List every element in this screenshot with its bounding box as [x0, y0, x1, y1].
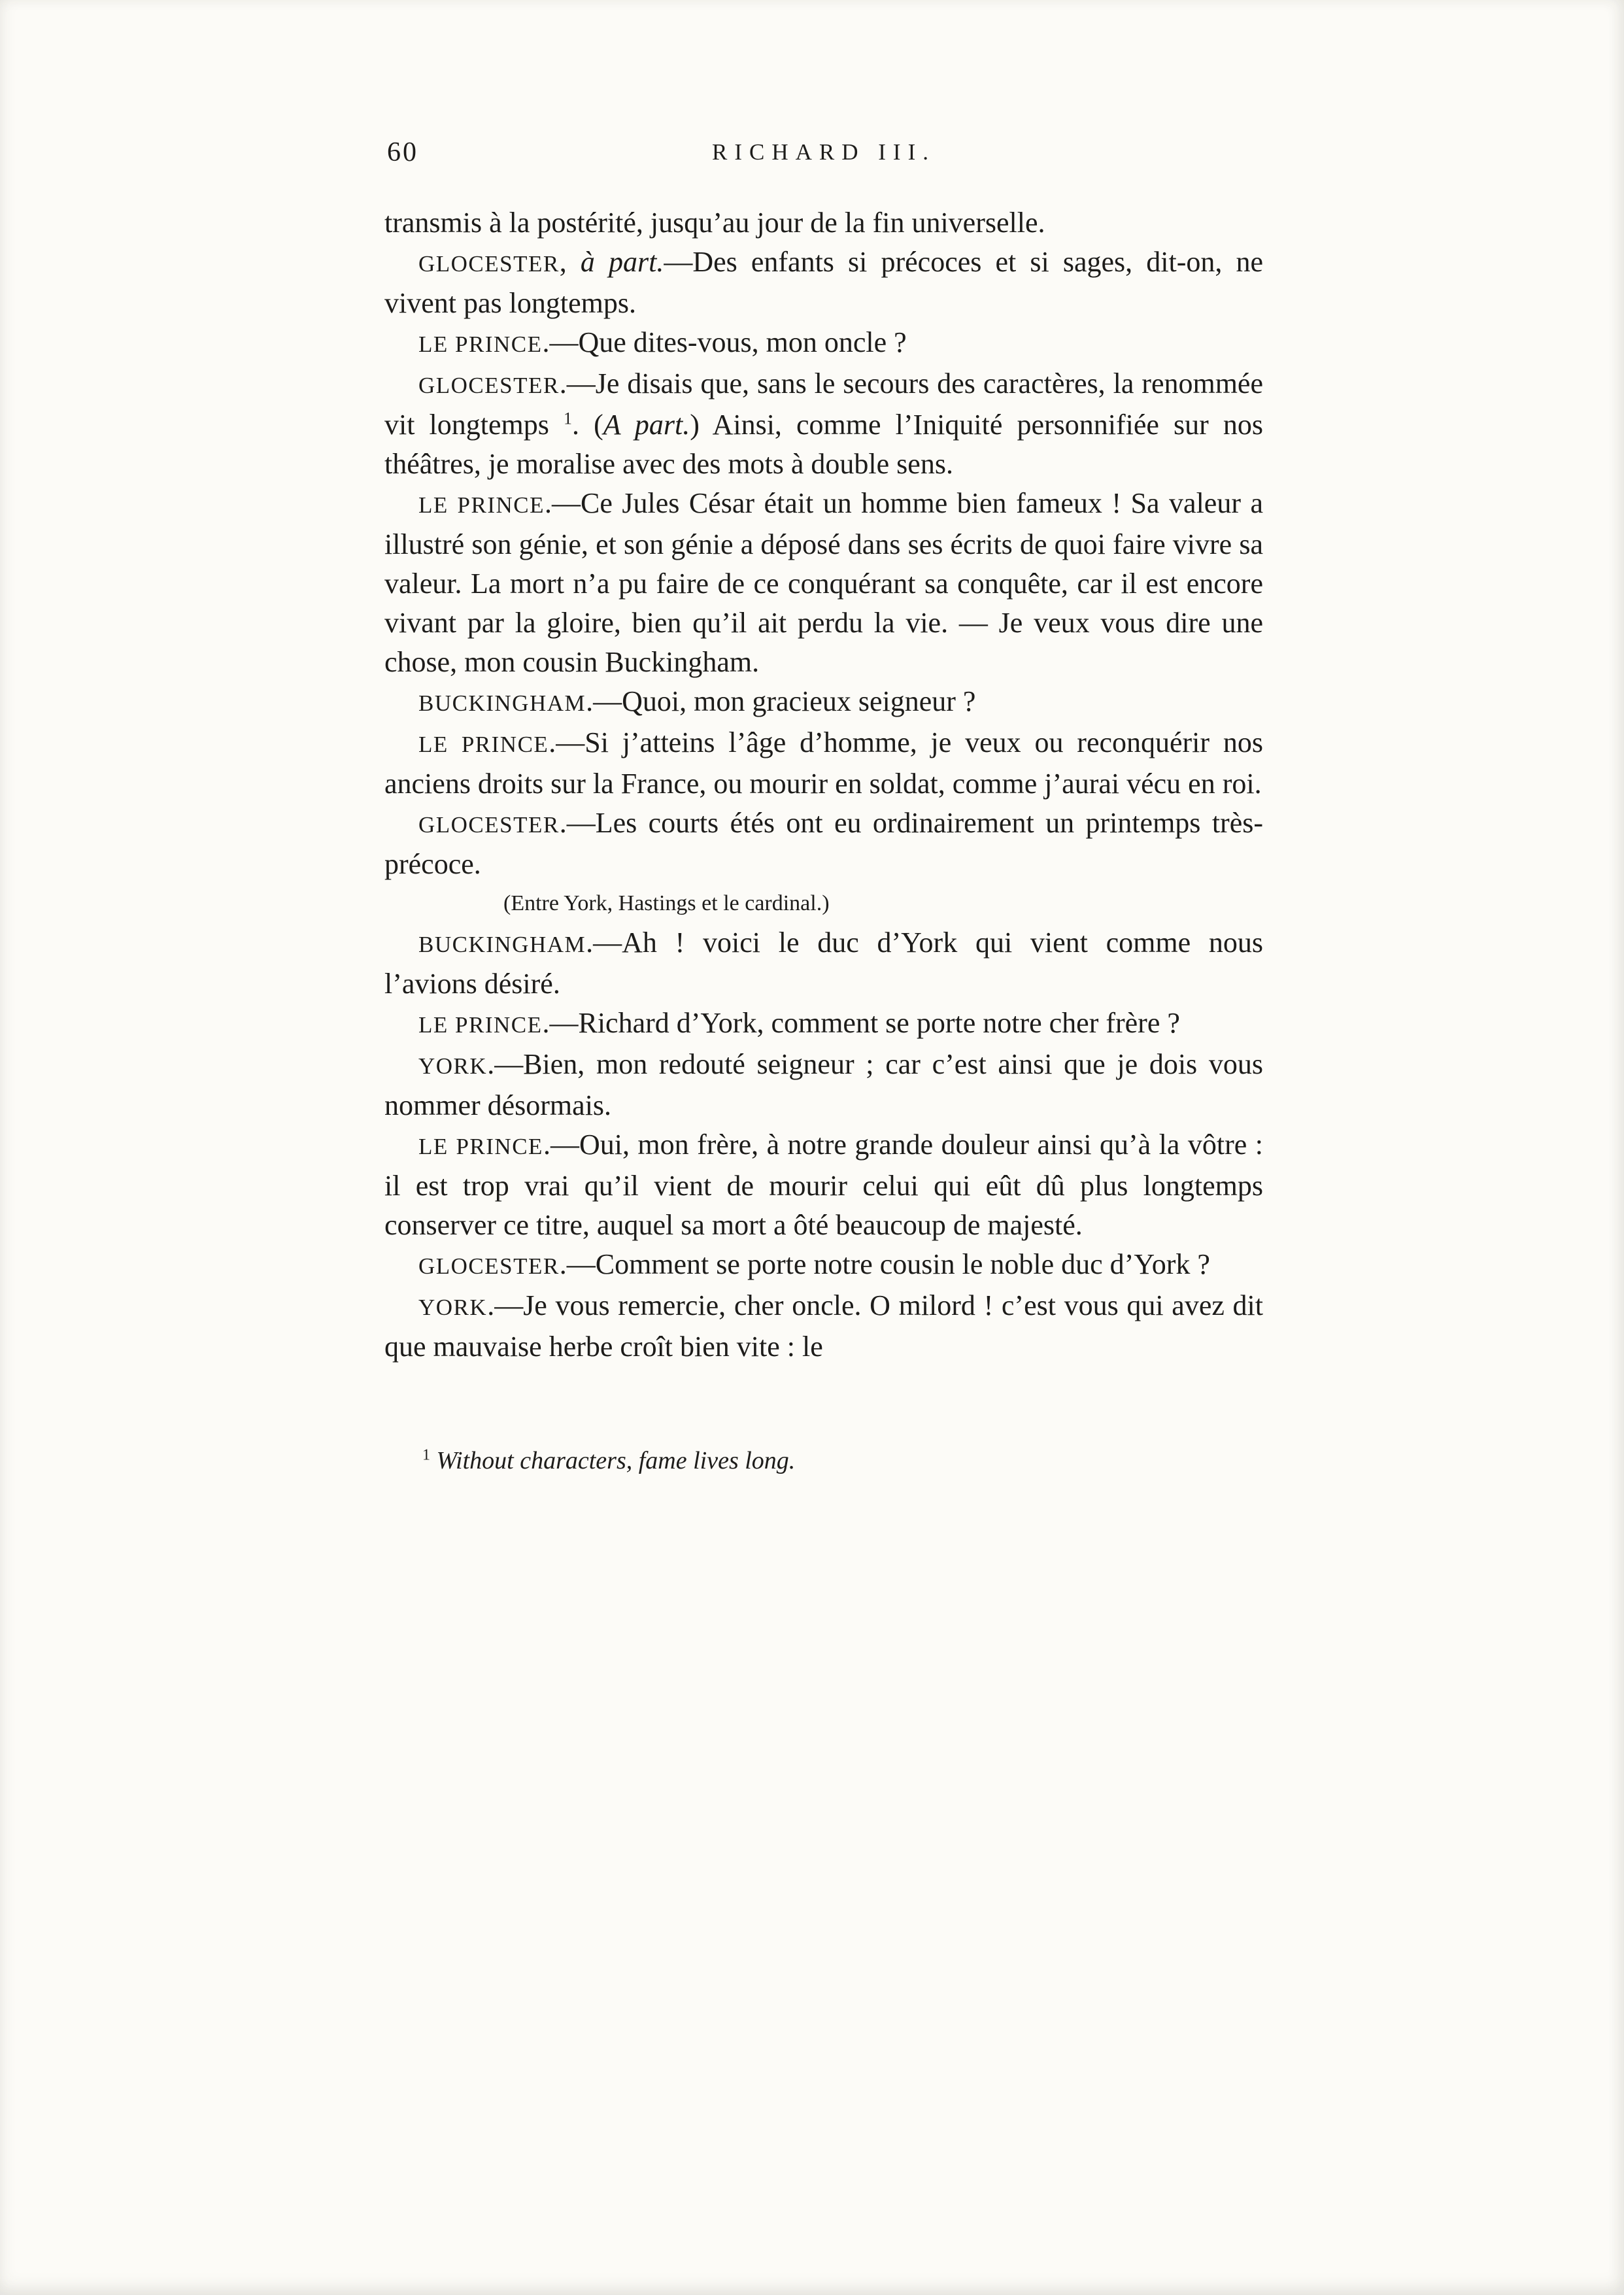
text-segment: —Des enfants si précoces et si sages, dit-on, ne vivent pas longtemps.: [384, 246, 1271, 319]
text-segment: .—Bien, mon redouté seigneur ; car c’est ainsi que je dois vous nommer désormais.: [384, 1048, 1270, 1121]
paragraph: [384, 804, 1263, 884]
text-segment: .—Comment se porte notre cousin le noble duc d’York ?: [559, 1248, 1210, 1280]
paragraph: [384, 682, 1263, 723]
speaker-name: YORK: [418, 1053, 488, 1079]
speaker-name: GLOCESTER: [418, 251, 560, 277]
speaker-name: LE PRINCE: [418, 732, 549, 757]
page-header: [384, 134, 1263, 172]
running-title: RICHARD III.: [712, 139, 936, 165]
paragraph: [384, 243, 1271, 323]
speaker-name: GLOCESTER: [418, 812, 560, 838]
text-segment: .—Quoi, mon gracieux seigneur ?: [586, 685, 976, 717]
text-segment: ,: [559, 246, 581, 278]
paragraph: [384, 203, 1263, 243]
text-segment: .—Oui, mon frère, à notre grande douleur ainsi qu’à la vôtre : il est trop vrai qu’il vient de mourir celui qui eût dû plus longtemps conserver ce titre, auquel sa mort a ôté beaucoup de majesté.: [384, 1129, 1270, 1241]
paragraph: [384, 323, 1263, 364]
speaker-name: GLOCESTER: [418, 373, 560, 398]
text-segment: .—Si j’atteins l’âge d’homme, je veux ou reconquérir nos anciens droits sur la France, ou mourir en soldat, comme j’aurai vécu en roi.: [384, 726, 1270, 800]
footnote-marker: 1: [422, 1446, 430, 1464]
speaker-name: LE PRINCE: [418, 492, 545, 518]
text-segment: .—Les courts étés ont eu ordinairement un printemps très-précoce.: [384, 807, 1263, 880]
paragraph: [384, 723, 1270, 804]
text-segment: .—Que dites-vous, mon oncle ?: [542, 326, 907, 358]
text-segment: A part.: [603, 409, 690, 441]
text-segment: .—Je disais que, sans le secours des caractères, la renommée vit longtemps: [384, 367, 1270, 441]
paragraph: [384, 1004, 1263, 1045]
speaker-name: BUCKINGHAM: [418, 932, 586, 957]
speaker-name: LE PRINCE: [418, 1134, 543, 1159]
paragraph: [384, 923, 1270, 1004]
paragraph: [384, 1045, 1270, 1125]
footnote-text: Without characters, fame lives long.: [430, 1447, 796, 1474]
stage-direction: [384, 884, 1263, 923]
text-segment: .—Ce Jules César était un homme bien fameux ! Sa valeur a illustré son génie, et son génie a déposé dans ses écrits de quoi faire vivre sa valeur. La mort n’a pu faire de ce conquérant sa conquête, car il est encore vivant par la gloire, bien qu’il ait perdu la vie. — Je veux vous dire une chose, mon cousin Buckingham.: [384, 487, 1271, 678]
speaker-name: GLOCESTER: [418, 1253, 560, 1279]
paragraph: [384, 1286, 1270, 1367]
page-content: [384, 134, 1271, 1478]
text-segment: transmis à la postérité, jusqu’au jour de la fin universelle.: [384, 207, 1045, 239]
paragraph: [384, 364, 1270, 484]
page-number: 60: [387, 137, 418, 167]
text-segment: à part.: [580, 246, 664, 278]
text-segment: .—Richard d’York, comment se porte notre cher frère ?: [542, 1007, 1180, 1039]
paragraph: [384, 484, 1271, 682]
text-segment: (Entre York, Hastings et le cardinal.): [503, 891, 830, 915]
paragraph: [384, 1125, 1270, 1245]
speaker-name: LE PRINCE: [418, 332, 543, 357]
text-segment: .—Je vous remercie, cher oncle. O milord ! c’est vous qui avez dit que mauvaise herbe croît bien vite : le: [384, 1289, 1270, 1363]
speaker-name: LE PRINCE: [418, 1012, 543, 1038]
text-segment: 1: [563, 409, 572, 428]
text-block: [384, 203, 1271, 1367]
speaker-name: BUCKINGHAM: [418, 690, 586, 716]
speaker-name: YORK: [418, 1295, 488, 1320]
paragraph: [384, 1245, 1263, 1286]
footnote: [384, 1444, 1263, 1478]
text-segment: .—Ah ! voici le duc d’York qui vient comme nous l’avions désiré.: [384, 926, 1270, 1000]
text-segment: . (: [571, 409, 603, 441]
text-segment: ) Ainsi, comme l’Iniquité personnifiée sur nos théâtres, je moralise avec des mots à double sens.: [384, 409, 1270, 480]
